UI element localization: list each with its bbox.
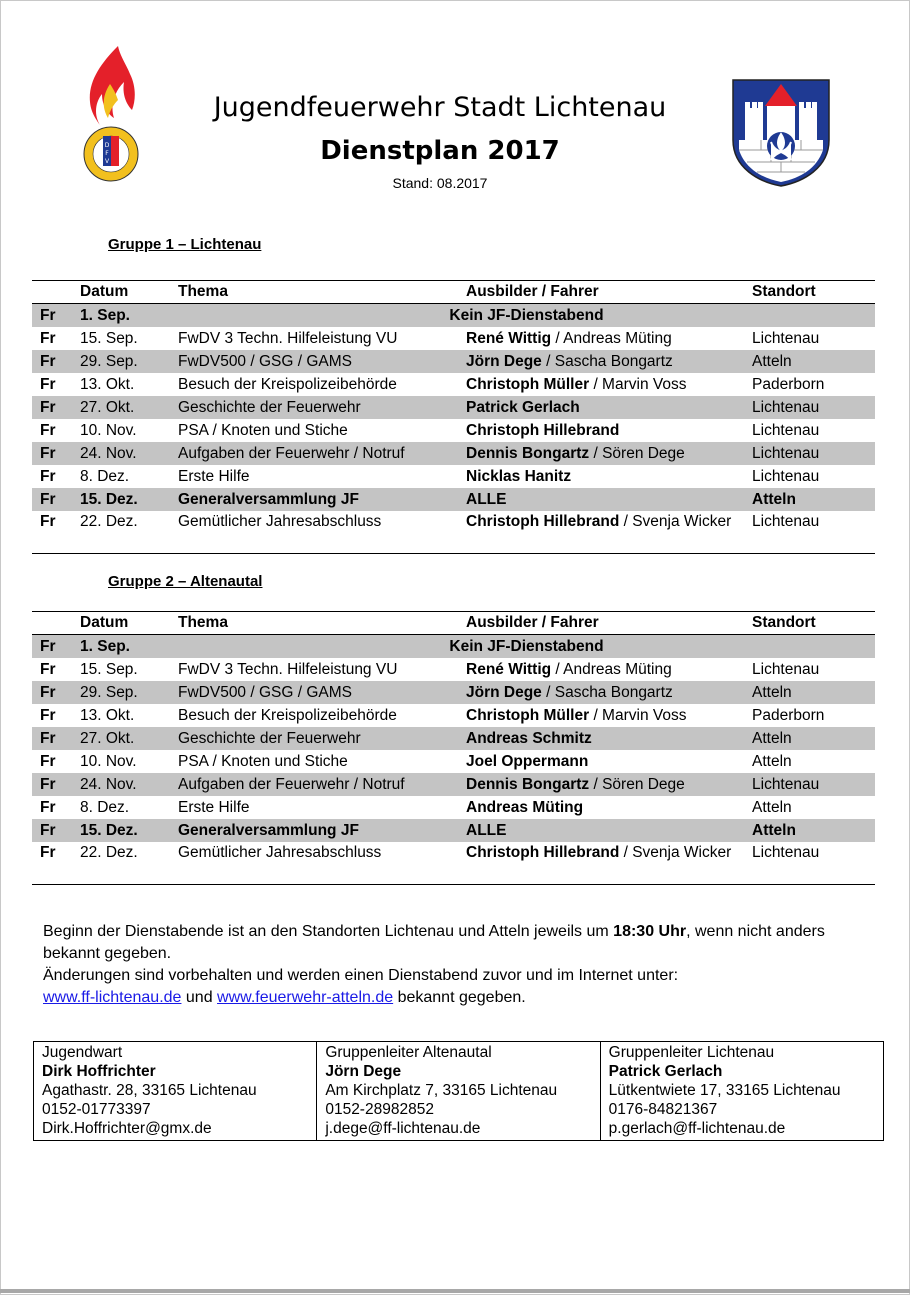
row-no-session-note: Kein JF-Dienstabend [178, 304, 875, 328]
instructor-name: René Wittig [466, 660, 552, 678]
row-date: 29. Sep. [80, 350, 178, 373]
row-instructor [466, 465, 752, 488]
header-standort: Standort [752, 283, 816, 300]
instructor-name: Dennis Bongartz [466, 444, 590, 462]
link-feuerwehr-atteln[interactable]: www.feuerwehr-atteln.de [217, 989, 394, 1006]
row-instructor [466, 819, 752, 842]
row-topic: Aufgaben der Feuerwehr / Notruf [178, 442, 466, 465]
row-instructor [466, 327, 752, 350]
info-paragraph [43, 921, 863, 1009]
row-instructor [466, 658, 752, 681]
instructor-name: Christoph Müller [466, 706, 590, 724]
row-instructor [466, 681, 752, 704]
table-row [32, 796, 875, 819]
row-day: Fr [40, 375, 56, 393]
row-instructor [466, 704, 752, 727]
header-thema: Thema [178, 283, 228, 300]
row-topic: FwDV 3 Techn. Hilfeleistung VU [178, 660, 398, 678]
row-topic: Gemütlicher Jahresabschluss [178, 844, 382, 861]
table-row [32, 773, 875, 796]
svg-text:F: F [105, 150, 109, 157]
row-day: Fr [40, 706, 56, 724]
row-topic: PSA / Knoten und Stiche [178, 752, 348, 770]
header-ausbilder: Ausbilder / Fahrer [466, 614, 599, 631]
row-location: Lichtenau [752, 773, 875, 796]
contact-role: Gruppenleiter Altenautal [325, 1044, 492, 1061]
row-topic: Geschichte der Feuerwehr [178, 727, 466, 750]
table-row [32, 304, 875, 328]
svg-text:V: V [104, 158, 110, 165]
instructor-rest: / Sören Dege [589, 444, 685, 462]
row-location: Lichtenau [752, 329, 820, 347]
table-row [32, 511, 875, 554]
row-date: 22. Dez. [80, 513, 138, 530]
page-bottom-edge [0, 1289, 910, 1293]
row-topic: Aufgaben der Feuerwehr / Notruf [178, 773, 466, 796]
contact-address: Am Kirchplatz 7, 33165 Lichtenau [325, 1082, 558, 1099]
instructor-name: Jörn Dege [466, 683, 542, 701]
row-date: 13. Okt. [80, 706, 135, 724]
row-day: Fr [40, 798, 56, 816]
group1-schedule-table [32, 280, 875, 554]
instructor-name: ALLE [466, 490, 507, 508]
row-topic: Generalversammlung JF [178, 488, 466, 511]
row-date: 15. Sep. [80, 329, 138, 347]
row-instructor [466, 396, 752, 419]
row-date: 27. Okt. [80, 727, 178, 750]
info-time: 18:30 Uhr [613, 923, 687, 940]
table-row [32, 681, 875, 704]
contact-address: Agathastr. 28, 33165 Lichtenau [42, 1082, 257, 1099]
contact-jugendwart [34, 1042, 317, 1141]
row-date: 8. Dez. [80, 798, 130, 816]
row-instructor [466, 773, 752, 796]
row-topic: Erste Hilfe [178, 467, 250, 485]
row-date: 13. Okt. [80, 375, 135, 393]
instructor-name: Joel Oppermann [466, 752, 589, 770]
row-instructor [466, 796, 752, 819]
row-location: Atteln [752, 798, 792, 816]
table-row [32, 327, 875, 350]
row-location: Atteln [752, 752, 792, 770]
row-location: Atteln [752, 488, 875, 511]
row-location: Lichtenau [752, 421, 820, 439]
header-datum: Datum [80, 283, 129, 300]
table-header-row [32, 612, 875, 635]
group2-schedule-table [32, 611, 875, 885]
contact-gruppenleiter-lichtenau [600, 1042, 883, 1141]
row-date: 15. Dez. [80, 488, 178, 511]
instructor-rest: / Sascha Bongartz [541, 352, 673, 370]
instructor-rest: / Marvin Voss [589, 706, 687, 724]
row-location: Lichtenau [752, 513, 820, 530]
contacts-row [34, 1042, 884, 1141]
row-date: 1. Sep. [80, 304, 178, 328]
row-instructor [466, 350, 752, 373]
row-date: 1. Sep. [80, 635, 178, 659]
stand-date: Stand: 08.2017 [392, 175, 488, 191]
org-title: Jugendfeuerwehr Stadt Lichtenau [213, 92, 667, 123]
info-and: und [181, 989, 218, 1006]
row-topic: Gemütlicher Jahresabschluss [178, 513, 382, 530]
table-row [32, 727, 875, 750]
contact-email[interactable]: Dirk.Hoffrichter@gmx.de [42, 1120, 212, 1137]
row-day: Fr [40, 329, 56, 347]
header-thema: Thema [178, 614, 228, 631]
row-date: 29. Sep. [80, 681, 178, 704]
instructor-name: Patrick Gerlach [466, 398, 580, 416]
row-instructor [466, 488, 752, 511]
row-location: Lichtenau [752, 844, 820, 861]
instructor-rest: / Svenja Wicker [619, 844, 732, 861]
instructor-rest: / Marvin Voss [589, 375, 687, 393]
instructor-rest: / Sascha Bongartz [541, 683, 673, 701]
row-topic: Besuch der Kreispolizeibehörde [178, 375, 397, 393]
contact-role: Gruppenleiter Lichtenau [608, 1044, 775, 1061]
instructor-name: Andreas Müting [466, 798, 584, 816]
row-location: Paderborn [752, 706, 825, 724]
instructor-rest: / Svenja Wicker [619, 513, 732, 530]
table-row [32, 658, 875, 681]
contact-phone: 0176-84821367 [608, 1101, 718, 1118]
row-location: Lichtenau [752, 467, 820, 485]
row-day: Fr [32, 727, 80, 750]
row-location: Lichtenau [752, 396, 875, 419]
row-instructor [466, 442, 752, 465]
row-topic: PSA / Knoten und Stiche [178, 421, 348, 439]
row-day: Fr [32, 488, 80, 511]
link-ff-lichtenau[interactable]: www.ff-lichtenau.de [43, 989, 182, 1006]
row-topic: Geschichte der Feuerwehr [178, 396, 466, 419]
row-day: Fr [40, 467, 56, 485]
row-topic: FwDV500 / GSG / GAMS [178, 350, 466, 373]
instructor-name: Christoph Hillebrand [466, 844, 620, 861]
info-text-3: bekannt gegeben. [393, 989, 526, 1006]
instructor-name: Nicklas Hanitz [466, 467, 572, 485]
row-date: 24. Nov. [80, 773, 178, 796]
row-location: Atteln [752, 727, 875, 750]
table-row [32, 442, 875, 465]
row-day: Fr [32, 681, 80, 704]
table-row [32, 704, 875, 727]
table-row [32, 635, 875, 659]
row-location: Paderborn [752, 375, 825, 393]
info-text-1: Beginn der Dienstabende ist an den Standorten Lichtenau und Atteln jeweils um [43, 923, 614, 940]
header-day [32, 612, 80, 635]
row-day: Fr [32, 819, 80, 842]
row-date: 8. Dez. [80, 467, 130, 485]
row-instructor [466, 750, 752, 773]
instructor-name: Dennis Bongartz [466, 775, 590, 793]
contact-name: Patrick Gerlach [608, 1063, 723, 1080]
instructor-rest: / Sören Dege [589, 775, 685, 793]
instructor-rest: / Andreas Müting [551, 329, 672, 347]
instructor-name: ALLE [466, 821, 507, 839]
row-day: Fr [40, 421, 56, 439]
table-row [32, 396, 875, 419]
row-topic: Besuch der Kreispolizeibehörde [178, 706, 397, 724]
row-date: 22. Dez. [80, 844, 138, 861]
table-row [32, 842, 875, 885]
contact-name: Dirk Hoffrichter [42, 1063, 156, 1080]
row-topic: FwDV 3 Techn. Hilfeleistung VU [178, 329, 398, 347]
row-day: Fr [40, 752, 56, 770]
row-topic: FwDV500 / GSG / GAMS [178, 681, 466, 704]
header-datum: Datum [80, 614, 129, 631]
row-day: Fr [32, 350, 80, 373]
row-instructor [466, 842, 752, 885]
row-day: Fr [32, 442, 80, 465]
row-instructor [466, 511, 752, 554]
row-no-session-note: Kein JF-Dienstabend [178, 635, 875, 659]
header-ausbilder: Ausbilder / Fahrer [466, 283, 599, 300]
contact-name: Jörn Dege [325, 1063, 402, 1080]
row-location: Atteln [752, 681, 875, 704]
row-topic: Erste Hilfe [178, 798, 250, 816]
row-day: Fr [32, 773, 80, 796]
row-date: 27. Okt. [80, 396, 178, 419]
table-row [32, 750, 875, 773]
row-day: Fr [40, 513, 56, 530]
table-row [32, 373, 875, 396]
contacts-table [33, 1041, 884, 1141]
row-date: 15. Sep. [80, 660, 138, 678]
row-instructor [466, 373, 752, 396]
row-day: Fr [40, 844, 56, 861]
row-instructor [466, 727, 752, 750]
contact-role: Jugendwart [42, 1044, 123, 1061]
table-row [32, 819, 875, 842]
table-row [32, 350, 875, 373]
plan-title: Dienstplan 2017 [320, 136, 560, 166]
table-row [32, 419, 875, 442]
group2-title: Gruppe 2 – Altenautal [108, 573, 263, 590]
instructor-name: Christoph Hillebrand [466, 421, 620, 439]
contact-phone: 0152-28982852 [325, 1101, 434, 1118]
row-day: Fr [32, 396, 80, 419]
row-location: Atteln [752, 350, 875, 373]
instructor-name: René Wittig [466, 329, 552, 347]
instructor-name: Jörn Dege [466, 352, 542, 370]
row-topic: Generalversammlung JF [178, 819, 466, 842]
row-date: 10. Nov. [80, 752, 137, 770]
table-row [32, 488, 875, 511]
instructor-name: Andreas Schmitz [466, 729, 592, 747]
group1-title: Gruppe 1 – Lichtenau [108, 236, 262, 253]
table-row [32, 465, 875, 488]
instructor-name: Christoph Hillebrand [466, 513, 620, 530]
row-day: Fr [32, 304, 80, 328]
row-location: Lichtenau [752, 442, 875, 465]
row-date: 15. Dez. [80, 819, 178, 842]
row-date: 24. Nov. [80, 442, 178, 465]
contact-phone: 0152-01773397 [42, 1101, 151, 1118]
info-text-2: Änderungen sind vorbehalten und werden einen Dienstabend zuvor und im Internet unter: [43, 967, 679, 984]
contact-address: Lütkentwiete 17, 33165 Lichtenau [608, 1082, 841, 1099]
instructor-name: Christoph Müller [466, 375, 590, 393]
instructor-rest: / Andreas Müting [551, 660, 672, 678]
contact-gruppenleiter-altenautal [317, 1042, 600, 1141]
row-day: Fr [32, 635, 80, 659]
contact-email[interactable]: j.dege@ff-lichtenau.de [325, 1120, 481, 1137]
svg-text:D: D [104, 142, 110, 149]
header-day [32, 281, 80, 304]
row-day: Fr [40, 660, 56, 678]
row-date: 10. Nov. [80, 421, 137, 439]
table-header-row [32, 281, 875, 304]
row-instructor [466, 419, 752, 442]
info-text-1b: , wenn nicht anders bekannt gegeben. [43, 923, 825, 962]
row-location: Atteln [752, 819, 875, 842]
contact-email[interactable]: p.gerlach@ff-lichtenau.de [608, 1120, 786, 1137]
header-standort: Standort [752, 614, 816, 631]
row-location: Lichtenau [752, 660, 820, 678]
